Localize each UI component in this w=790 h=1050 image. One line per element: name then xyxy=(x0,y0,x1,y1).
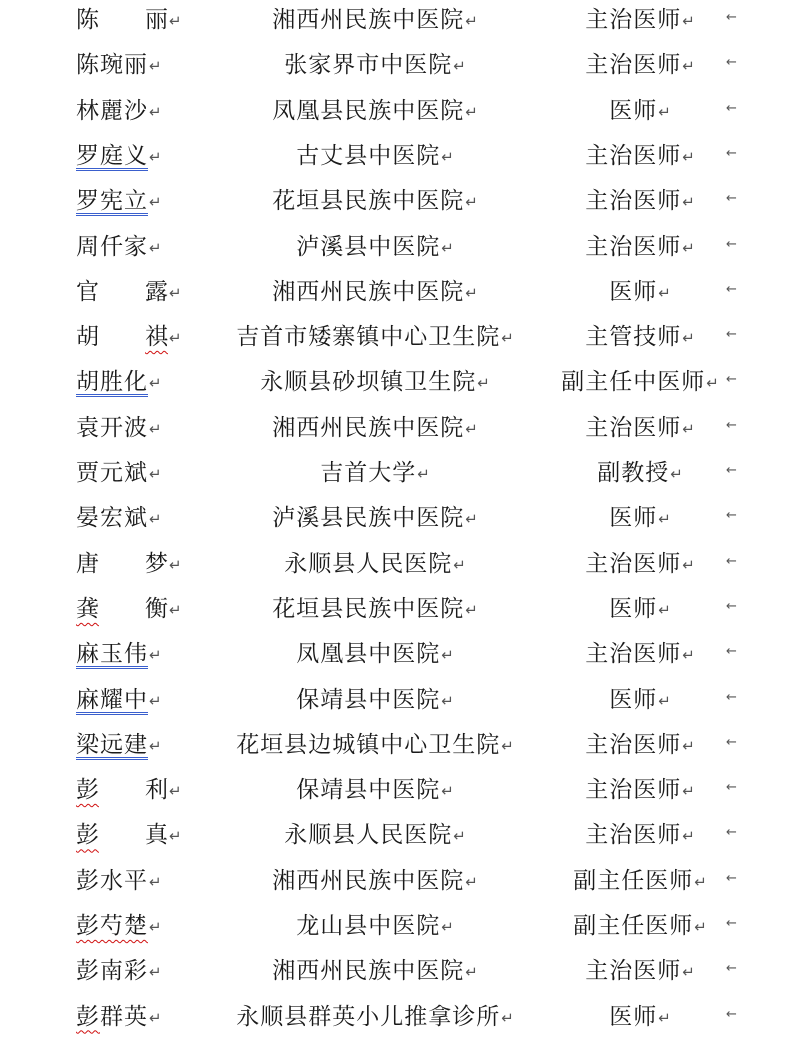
table-row xyxy=(0,134,790,179)
table-row xyxy=(0,315,790,360)
name-text: 胡 xyxy=(76,324,99,351)
row-end-mark-icon: ← xyxy=(726,145,737,161)
unit-cell xyxy=(200,859,550,904)
title-cell xyxy=(550,678,730,723)
paragraph-mark-icon: ↵ xyxy=(682,555,695,574)
title-text: 副主任医师 xyxy=(573,913,694,939)
title-cell xyxy=(550,89,730,134)
title-cell xyxy=(550,995,730,1040)
table-row xyxy=(0,406,790,451)
paragraph-mark-icon: ↵ xyxy=(149,872,162,891)
unit-text: 古丈县中医院 xyxy=(296,142,441,169)
name-text: 唐 xyxy=(76,550,99,577)
paragraph-mark-icon: ↵ xyxy=(441,646,454,665)
row-end-mark-icon: ← xyxy=(726,870,737,886)
name-cell xyxy=(76,904,186,949)
paragraph-mark-icon: ↵ xyxy=(149,374,162,393)
unit-text: 吉首大学 xyxy=(320,460,417,486)
name-text: 衡 xyxy=(145,595,168,622)
paragraph-mark-icon: ↵ xyxy=(149,102,162,121)
paragraph-mark-icon: ↵ xyxy=(465,283,478,302)
title-cell xyxy=(550,542,730,587)
unit-text: 花垣县民族中医院 xyxy=(272,595,465,622)
name-text: 龚 xyxy=(76,595,99,622)
paragraph-mark-icon: ↵ xyxy=(465,872,478,891)
name-text: 胡胜化 xyxy=(76,369,148,396)
name-cell xyxy=(76,496,186,541)
unit-cell xyxy=(200,43,550,88)
table-row xyxy=(0,496,790,541)
title-cell xyxy=(550,0,730,43)
paragraph-mark-icon: ↵ xyxy=(465,12,478,30)
unit-cell xyxy=(200,270,550,315)
table-row xyxy=(0,859,790,904)
paragraph-mark-icon: ↵ xyxy=(658,283,671,302)
title-cell xyxy=(550,406,730,451)
unit-cell xyxy=(200,587,550,632)
row-end-mark-icon: ← xyxy=(726,734,737,750)
unit-cell xyxy=(200,134,550,179)
table-row xyxy=(0,360,790,405)
name-text: 林麗沙 xyxy=(76,97,148,124)
paragraph-mark-icon: ↵ xyxy=(169,12,182,30)
paragraph-mark-icon: ↵ xyxy=(149,963,162,982)
title-text: 副主任医师 xyxy=(573,867,694,894)
paragraph-mark-icon: ↵ xyxy=(149,193,162,212)
paragraph-mark-icon: ↵ xyxy=(149,147,162,166)
title-text: 主治医师 xyxy=(585,731,682,758)
title-text: 副教授 xyxy=(597,460,670,486)
row-end-mark-icon: ← xyxy=(726,598,737,614)
paragraph-mark-icon: ↵ xyxy=(682,238,695,257)
paragraph-mark-icon: ↵ xyxy=(149,736,162,755)
title-text: 主治医师 xyxy=(585,142,682,169)
paragraph-mark-icon: ↵ xyxy=(169,329,182,348)
unit-cell xyxy=(200,723,550,768)
paragraph-mark-icon: ↵ xyxy=(658,600,671,619)
title-text: 医师 xyxy=(609,1003,658,1030)
paragraph-mark-icon: ↵ xyxy=(169,782,182,801)
name-text: 彭水平 xyxy=(76,867,148,894)
paragraph-mark-icon: ↵ xyxy=(465,510,478,529)
row-end-mark-icon: ← xyxy=(726,553,737,569)
row-end-mark-icon: ← xyxy=(726,55,737,71)
title-cell xyxy=(550,768,730,813)
row-end-mark-icon: ← xyxy=(726,780,737,796)
paragraph-mark-icon: ↵ xyxy=(453,827,466,846)
title-cell xyxy=(550,43,730,88)
row-end-mark-icon: ← xyxy=(726,463,737,478)
table-row xyxy=(0,723,790,768)
paragraph-mark-icon: ↵ xyxy=(169,827,182,846)
title-cell xyxy=(550,859,730,904)
title-text: 主治医师 xyxy=(585,233,682,260)
paragraph-mark-icon: ↵ xyxy=(149,419,162,438)
unit-cell xyxy=(200,678,550,723)
paragraph-mark-icon: ↵ xyxy=(169,555,182,574)
name-text: 麻玉伟 xyxy=(76,641,148,668)
name-cell xyxy=(76,949,186,994)
row-end-mark-icon: ← xyxy=(726,100,737,116)
row-end-mark-icon: ← xyxy=(726,644,737,660)
title-text: 主治医师 xyxy=(585,958,682,985)
name-text: 官 xyxy=(76,278,99,305)
unit-cell xyxy=(200,904,550,949)
paragraph-mark-icon: ↵ xyxy=(465,419,478,438)
unit-cell xyxy=(200,315,550,360)
unit-text: 泸溪县民族中医院 xyxy=(272,505,465,532)
unit-text: 保靖县中医院 xyxy=(296,777,441,804)
name-text: 利 xyxy=(145,777,168,804)
table-row xyxy=(0,768,790,813)
row-end-mark-icon: ← xyxy=(726,281,737,297)
name-cell xyxy=(76,406,186,451)
paragraph-mark-icon: ↵ xyxy=(694,872,707,891)
name-text: 晏宏斌 xyxy=(76,505,148,532)
paragraph-mark-icon: ↵ xyxy=(670,465,683,483)
paragraph-mark-icon: ↵ xyxy=(149,918,162,936)
title-cell xyxy=(550,587,730,632)
name-text: 彭 xyxy=(76,822,99,849)
name-cell xyxy=(76,678,186,723)
table-row xyxy=(0,89,790,134)
paragraph-mark-icon: ↵ xyxy=(441,238,454,257)
name-cell xyxy=(76,0,186,43)
unit-cell xyxy=(200,225,550,270)
unit-text: 吉首市矮寨镇中心卫生院 xyxy=(236,324,501,351)
unit-text: 花垣县边城镇中心卫生院 xyxy=(236,731,501,758)
unit-text: 永顺县人民医院 xyxy=(284,550,453,577)
table-row xyxy=(0,587,790,632)
paragraph-mark-icon: ↵ xyxy=(682,193,695,212)
paragraph-mark-icon: ↵ xyxy=(477,374,490,393)
name-cell xyxy=(76,360,186,405)
title-text: 主治医师 xyxy=(585,52,682,79)
row-end-mark-icon: ← xyxy=(726,1006,737,1022)
unit-cell xyxy=(200,0,550,43)
row-end-mark-icon: ← xyxy=(726,417,737,433)
name-text: 彭南彩 xyxy=(76,958,148,985)
name-text: 袁开波 xyxy=(76,414,148,441)
title-text: 主治医师 xyxy=(585,777,682,804)
name-cell xyxy=(76,270,186,315)
title-cell xyxy=(550,904,730,949)
unit-cell xyxy=(200,949,550,994)
table-row xyxy=(0,904,790,949)
row-end-mark-icon: ← xyxy=(726,236,737,252)
paragraph-mark-icon: ↵ xyxy=(149,646,162,665)
unit-cell xyxy=(200,995,550,1040)
unit-cell xyxy=(200,542,550,587)
paragraph-mark-icon: ↵ xyxy=(149,465,162,483)
paragraph-mark-icon: ↵ xyxy=(465,102,478,121)
title-cell xyxy=(550,134,730,179)
title-cell xyxy=(550,270,730,315)
title-cell xyxy=(550,451,730,496)
row-end-mark-icon: ← xyxy=(726,327,737,343)
table-row xyxy=(0,813,790,858)
table-row xyxy=(0,0,790,43)
title-text: 医师 xyxy=(609,97,658,124)
name-text: 祺 xyxy=(145,324,168,351)
paragraph-mark-icon: ↵ xyxy=(465,963,478,982)
row-end-mark-icon: ← xyxy=(726,191,737,207)
row-end-mark-icon: ← xyxy=(726,372,737,388)
name-text: 彭 xyxy=(76,1003,100,1030)
row-end-mark-icon: ← xyxy=(726,689,737,705)
title-text: 主治医师 xyxy=(585,822,682,849)
unit-text: 永顺县人民医院 xyxy=(284,822,453,849)
row-end-mark-icon: ← xyxy=(726,10,737,25)
table-row xyxy=(0,949,790,994)
table-row xyxy=(0,632,790,677)
name-text: 真 xyxy=(145,822,168,849)
title-cell xyxy=(550,632,730,677)
name-cell xyxy=(76,134,186,179)
name-cell xyxy=(76,632,186,677)
paragraph-mark-icon: ↵ xyxy=(658,102,671,121)
paragraph-mark-icon: ↵ xyxy=(149,57,162,76)
title-cell xyxy=(550,360,730,405)
unit-text: 永顺县砂坝镇卫生院 xyxy=(260,369,477,396)
table-row xyxy=(0,678,790,723)
paragraph-mark-icon: ↵ xyxy=(169,283,182,302)
paragraph-mark-icon: ↵ xyxy=(149,691,162,710)
paragraph-mark-icon: ↵ xyxy=(441,782,454,801)
paragraph-mark-icon: ↵ xyxy=(682,827,695,846)
unit-text: 湘西州民族中医院 xyxy=(272,7,465,33)
paragraph-mark-icon: ↵ xyxy=(501,736,514,755)
unit-text: 凤凰县中医院 xyxy=(296,641,441,668)
unit-cell xyxy=(200,406,550,451)
unit-text: 龙山县中医院 xyxy=(296,913,441,939)
paragraph-mark-icon: ↵ xyxy=(453,57,466,76)
name-text: 梦 xyxy=(145,550,168,577)
name-cell xyxy=(76,995,186,1040)
paragraph-mark-icon: ↵ xyxy=(441,918,454,936)
name-cell xyxy=(76,723,186,768)
paragraph-mark-icon: ↵ xyxy=(417,465,430,483)
name-cell xyxy=(76,587,186,632)
title-text: 医师 xyxy=(609,686,658,713)
table-row xyxy=(0,179,790,224)
paragraph-mark-icon: ↵ xyxy=(149,238,162,257)
table-row xyxy=(0,270,790,315)
title-text: 主治医师 xyxy=(585,414,682,441)
title-cell xyxy=(550,225,730,270)
title-cell xyxy=(550,315,730,360)
name-text: 麻耀中 xyxy=(76,686,148,713)
paragraph-mark-icon: ↵ xyxy=(682,963,695,982)
table-row xyxy=(0,225,790,270)
paragraph-mark-icon: ↵ xyxy=(682,147,695,166)
name-cell xyxy=(76,542,186,587)
unit-text: 张家界市中医院 xyxy=(284,52,453,79)
paragraph-mark-icon: ↵ xyxy=(149,1008,162,1027)
paragraph-mark-icon: ↵ xyxy=(682,646,695,665)
table-row xyxy=(0,451,790,496)
unit-cell xyxy=(200,768,550,813)
name-text: 罗宪立 xyxy=(76,188,148,215)
name-text: 彭芍楚 xyxy=(76,913,148,939)
paragraph-mark-icon: ↵ xyxy=(149,510,162,529)
unit-text: 保靖县中医院 xyxy=(296,686,441,713)
paragraph-mark-icon: ↵ xyxy=(694,918,707,936)
unit-cell xyxy=(200,179,550,224)
unit-text: 凤凰县民族中医院 xyxy=(272,97,465,124)
name-text: 彭 xyxy=(76,777,99,804)
name-cell xyxy=(76,768,186,813)
paragraph-mark-icon: ↵ xyxy=(658,1008,671,1027)
name-cell xyxy=(76,813,186,858)
unit-text: 泸溪县中医院 xyxy=(296,233,441,260)
name-text: 陈 xyxy=(76,7,99,33)
title-text: 主治医师 xyxy=(585,188,682,215)
name-text: 陈琬丽 xyxy=(76,52,148,79)
paragraph-mark-icon: ↵ xyxy=(465,600,478,619)
title-cell xyxy=(550,179,730,224)
title-cell xyxy=(550,813,730,858)
paragraph-mark-icon: ↵ xyxy=(682,329,695,348)
paragraph-mark-icon: ↵ xyxy=(465,193,478,212)
unit-cell xyxy=(200,451,550,496)
paragraph-mark-icon: ↵ xyxy=(441,147,454,166)
paragraph-mark-icon: ↵ xyxy=(682,419,695,438)
unit-cell xyxy=(200,360,550,405)
title-text: 副主任中医师 xyxy=(561,369,706,396)
row-end-mark-icon: ← xyxy=(726,825,737,841)
name-text: 丽 xyxy=(145,7,168,33)
unit-text: 湘西州民族中医院 xyxy=(272,414,465,441)
unit-text: 永顺县群英小儿推拿诊所 xyxy=(236,1003,501,1030)
name-cell xyxy=(76,43,186,88)
name-cell xyxy=(76,179,186,224)
row-end-mark-icon: ← xyxy=(726,916,737,931)
paragraph-mark-icon: ↵ xyxy=(682,782,695,801)
unit-cell xyxy=(200,496,550,541)
paragraph-mark-icon: ↵ xyxy=(169,600,182,619)
paragraph-mark-icon: ↵ xyxy=(501,1008,514,1027)
unit-cell xyxy=(200,813,550,858)
name-cell xyxy=(76,89,186,134)
title-text: 医师 xyxy=(609,505,658,532)
name-cell xyxy=(76,315,186,360)
name-cell xyxy=(76,225,186,270)
paragraph-mark-icon: ↵ xyxy=(706,374,719,393)
unit-text: 花垣县民族中医院 xyxy=(272,188,465,215)
paragraph-mark-icon: ↵ xyxy=(682,57,695,76)
name-text: 罗庭义 xyxy=(76,142,148,169)
title-cell xyxy=(550,496,730,541)
unit-cell xyxy=(200,89,550,134)
name-text: 贾元斌 xyxy=(76,460,148,486)
title-cell xyxy=(550,949,730,994)
paragraph-mark-icon: ↵ xyxy=(682,12,695,30)
title-text: 主管技师 xyxy=(585,324,682,351)
name-text: 露 xyxy=(145,278,168,305)
paragraph-mark-icon: ↵ xyxy=(658,691,671,710)
title-text: 主治医师 xyxy=(585,641,682,668)
title-text: 主治医师 xyxy=(585,7,682,33)
paragraph-mark-icon: ↵ xyxy=(453,555,466,574)
paragraph-mark-icon: ↵ xyxy=(682,736,695,755)
title-text: 医师 xyxy=(609,595,658,622)
unit-text: 湘西州民族中医院 xyxy=(272,278,465,305)
table-row xyxy=(0,542,790,587)
row-end-mark-icon: ← xyxy=(726,961,737,977)
row-end-mark-icon: ← xyxy=(726,508,737,524)
title-cell xyxy=(550,723,730,768)
table-row xyxy=(0,43,790,88)
table-row xyxy=(0,995,790,1040)
title-text: 医师 xyxy=(609,278,658,305)
name-text: 周仟家 xyxy=(76,233,148,260)
name-text: 梁远建 xyxy=(76,731,148,758)
name-cell xyxy=(76,451,186,496)
unit-cell xyxy=(200,632,550,677)
unit-text: 湘西州民族中医院 xyxy=(272,958,465,985)
name-text: 群英 xyxy=(100,1003,148,1030)
paragraph-mark-icon: ↵ xyxy=(658,510,671,529)
paragraph-mark-icon: ↵ xyxy=(441,691,454,710)
title-text: 主治医师 xyxy=(585,550,682,577)
name-cell xyxy=(76,859,186,904)
unit-text: 湘西州民族中医院 xyxy=(272,867,465,894)
paragraph-mark-icon: ↵ xyxy=(501,329,514,348)
